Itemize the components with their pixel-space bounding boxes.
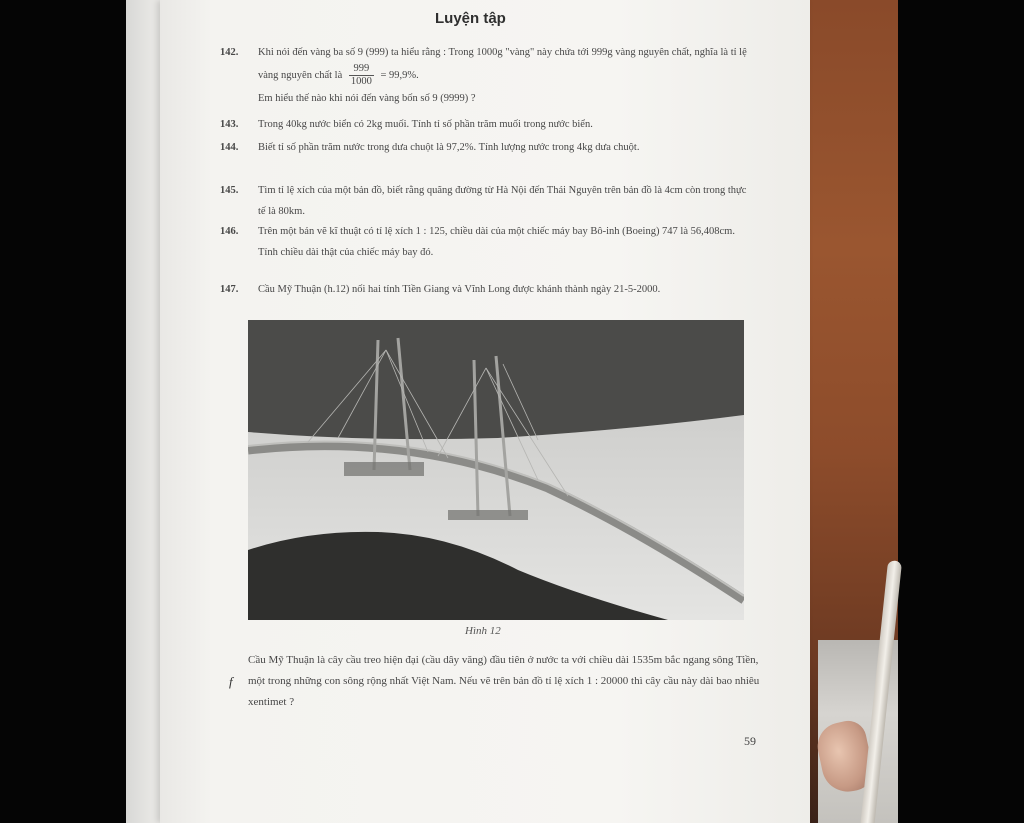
exercise-text-part-a: Khi nói đến vàng ba số 9 (999) ta hiểu rằng : Trong 1000g "vàng" này chứa tới 999g vàng nguyên chất, nghĩa là tỉ lệ vàng nguyên chất là (258, 47, 747, 81)
exercise-number: 146. (220, 226, 239, 237)
exercise-text: Tìm tỉ lệ xích của một bản đồ, biết rằng quãng đường từ Hà Nội đến Thái Nguyên trên bản đồ là 4cm còn trong thực tế là 80km. (258, 185, 747, 217)
exercise-146 (220, 221, 748, 263)
far-bank (248, 320, 744, 439)
exercise-text: Biết tỉ số phần trăm nước trong dưa chuột là 97,2%. Tính lượng nước trong 4kg dưa chuột. (258, 142, 640, 153)
right-letterbox (898, 0, 1024, 823)
figure-caption: Hình 12 (465, 625, 501, 637)
fraction-denominator: 1000 (350, 76, 372, 87)
exercise-144 (220, 137, 748, 158)
exercise-142 (220, 42, 748, 109)
exercise-147 (220, 279, 748, 300)
page-title: Luyện tập (435, 10, 506, 27)
margin-mark: f (229, 674, 233, 689)
page-number: 59 (744, 734, 756, 748)
exercise-number: 147. (220, 284, 239, 295)
bridge-photo (248, 320, 744, 620)
left-letterbox (0, 0, 126, 823)
exercise-143 (220, 114, 748, 135)
exercise-text: Cầu Mỹ Thuận (h.12) nối hai tỉnh Tiền Giang và Vĩnh Long được khánh thành ngày 21-5-2000. (258, 284, 661, 295)
exercise-text: Trên một bản vẽ kĩ thuật có tỉ lệ xích 1 : 125, chiều dài của một chiếc máy bay Bô-inh (Boeing) 747 là 56,408cm. Tính chiều dài thật của chiếc máy bay đó. (258, 226, 735, 258)
bridge-pier (448, 510, 528, 520)
exercise-number: 143. (220, 119, 239, 130)
bridge-pier (344, 462, 424, 476)
exercise-text (258, 42, 748, 109)
fraction (349, 63, 374, 88)
exercise-number: 144. (220, 142, 239, 153)
exercise-145 (220, 180, 748, 222)
problem-paragraph: Cầu Mỹ Thuận là cây cầu treo hiện đại (cầu dây văng) đầu tiên ở nước ta với chiều dài 1535m bắc ngang sông Tiền, một trong những con sông rộng nhất Việt Nam. Nếu vẽ trên bản đồ tỉ lệ xích 1 : 20000 thì cây cầu này dài bao nhiêu xentimet ? (248, 654, 760, 708)
exercise-number: 142. (220, 47, 239, 58)
exercise-text-part-b: = 99,9%. (380, 69, 419, 81)
exercise-text-part-c: Em hiểu thế nào khi nói đến vàng bốn số 9 (9999) ? (258, 93, 476, 104)
textbook-page (160, 0, 810, 823)
fraction-numerator: 999 (349, 63, 374, 76)
exercise-text: Trong 40kg nước biển có 2kg muối. Tính tỉ số phần trăm muối trong nước biển. (258, 119, 593, 130)
bridge-illustration (248, 320, 744, 620)
exercise-number: 145. (220, 185, 239, 196)
